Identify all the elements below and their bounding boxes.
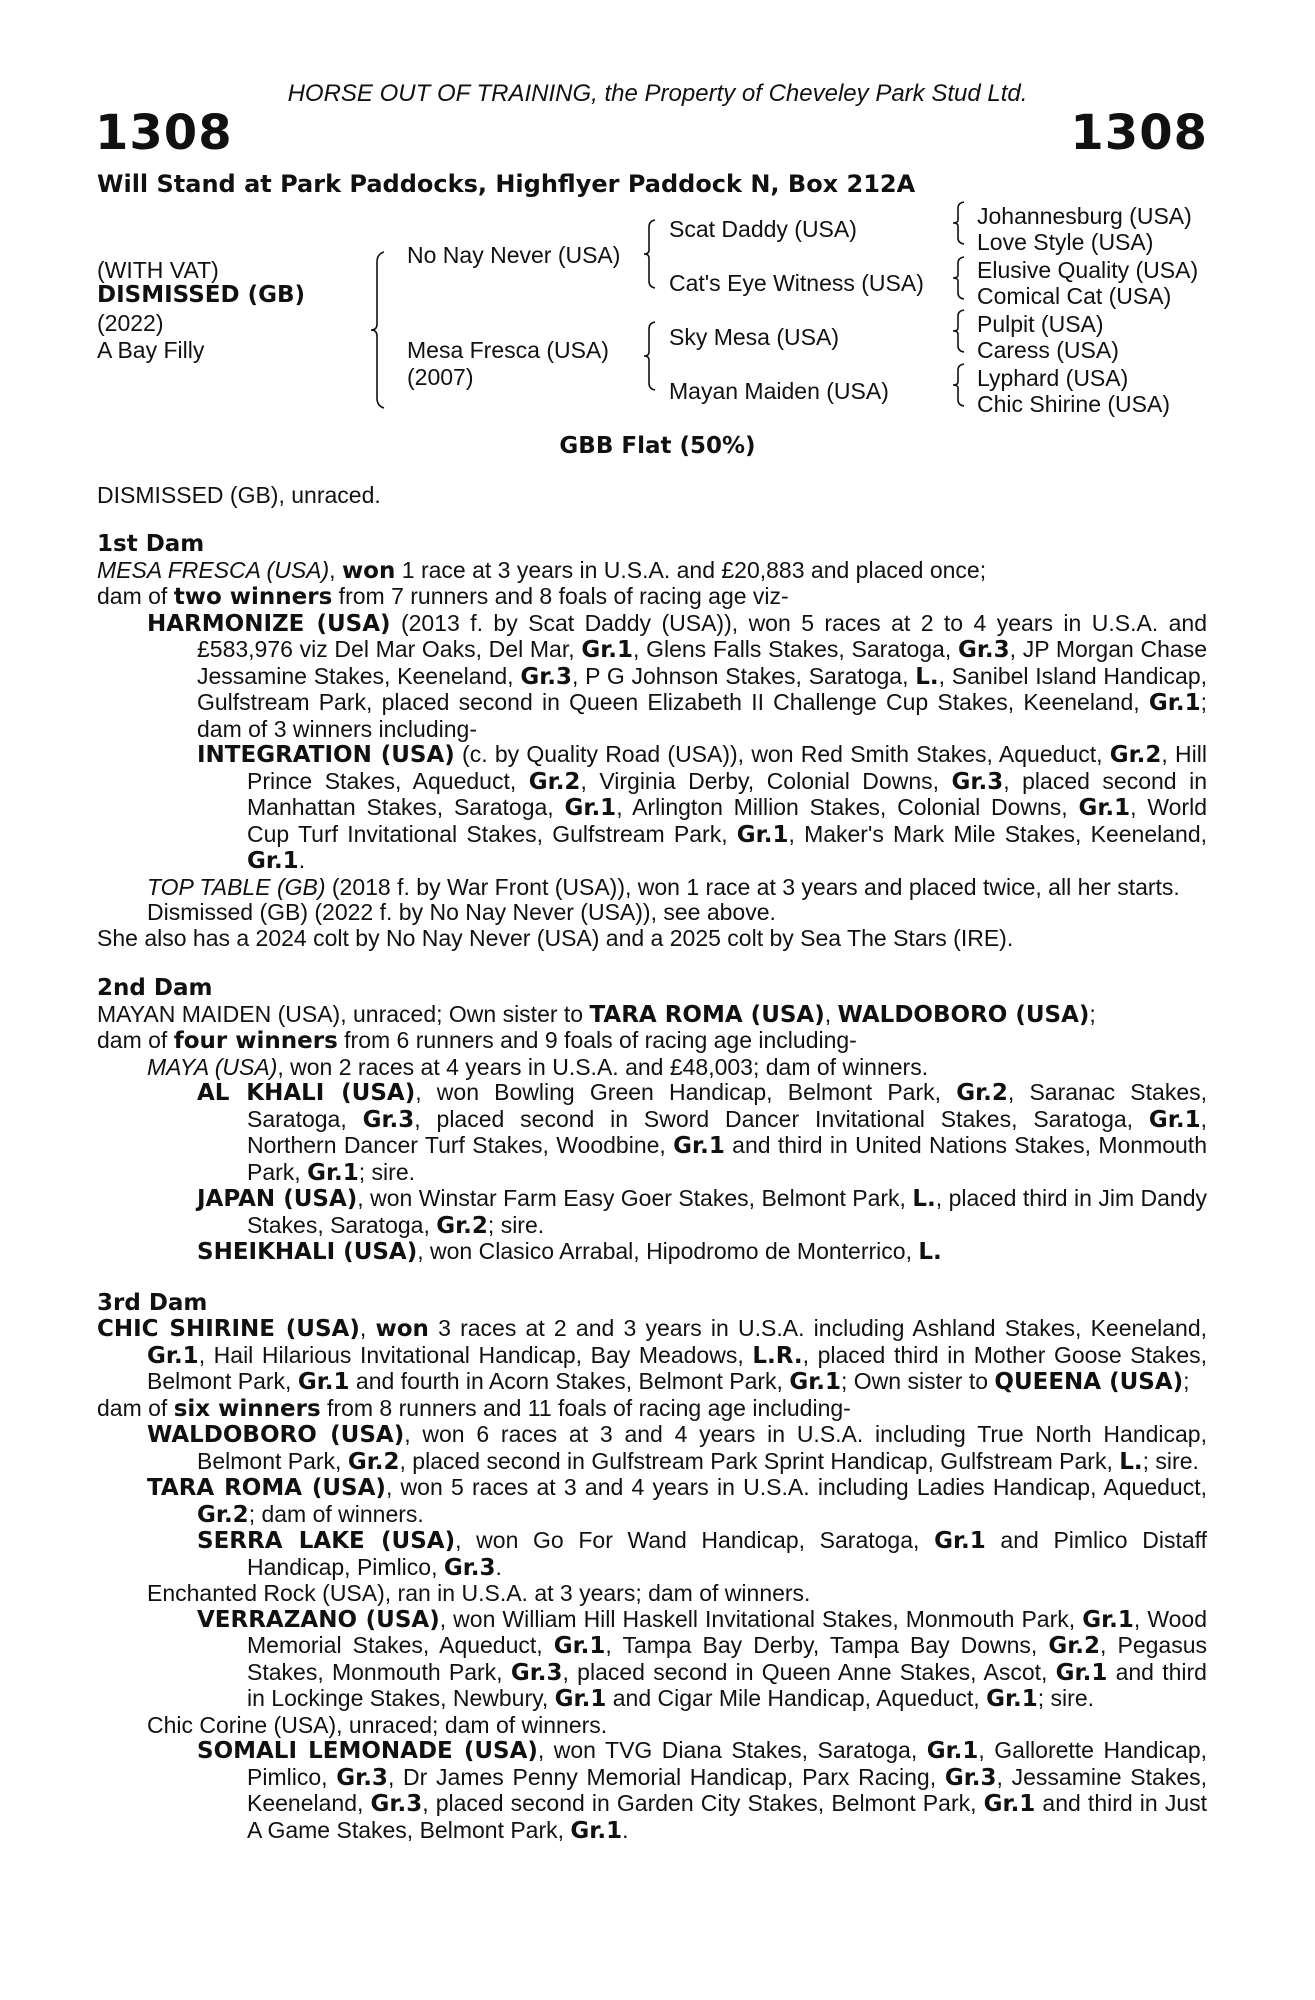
- text-run: (2013 f. by Scat Daddy (USA)), won 5 races at 2 to 4 years in U.S.A. and £583,976 viz Del Mar Oaks, Del Mar,: [197, 609, 1207, 662]
- text-run: four winners: [173, 1028, 338, 1054]
- text-run: , placed second in Queen Anne Stakes, Ascot,: [562, 1658, 1056, 1685]
- first-dam-line: [97, 558, 1207, 585]
- grade: Gr.1: [789, 1369, 842, 1395]
- grade: L.: [912, 1186, 936, 1212]
- grade: Gr.2: [956, 1080, 1008, 1106]
- grade: Gr.1: [564, 795, 617, 821]
- grade: Gr.3: [951, 768, 1004, 795]
- text-run: , won William Hill Haskell Invitational Stakes, Monmouth Park,: [439, 1605, 1083, 1632]
- text-run: , Jessamine Stakes, Keeneland,: [247, 1763, 1208, 1816]
- pedigree-dss: Pulpit (USA): [977, 311, 1104, 337]
- horse-ref: JAPAN (USA): [197, 1186, 358, 1212]
- text-run: , won Clasico Arrabal, Hipodromo de Monterrico,: [417, 1238, 919, 1264]
- produce-enchanted-rock: Enchanted Rock (USA), ran in U.S.A. at 3 years; dam of winners.: [147, 1580, 811, 1606]
- first-dam-heading: 1st Dam: [97, 531, 205, 557]
- horse-year: (2022): [97, 310, 164, 336]
- grade: Gr.1: [554, 1686, 607, 1712]
- horse-ref: VERRAZANO (USA): [197, 1606, 440, 1633]
- horse-ref: SERRA LAKE (USA): [197, 1528, 456, 1554]
- pedigree-bracket-dd: [952, 362, 966, 408]
- grade: Gr.1: [1055, 1659, 1108, 1686]
- text-run: .: [298, 847, 306, 873]
- summary-line: DISMISSED (GB), unraced.: [97, 482, 381, 508]
- text-run: and fourth in Acorn Stakes, Belmont Park,: [349, 1368, 790, 1394]
- grade: Gr.1: [673, 1133, 725, 1159]
- text-run: ;: [1183, 1368, 1190, 1394]
- grade: L.R.: [752, 1342, 803, 1369]
- horse-ref: SOMALI LEMONADE (USA): [197, 1738, 538, 1764]
- grade: Gr.1: [307, 1159, 359, 1186]
- text-run: ,: [359, 1315, 376, 1341]
- text-run: from 8 runners and 11 foals of racing age including-: [320, 1394, 851, 1421]
- text-run: , Tampa Bay Derby, Tampa Bay Downs,: [605, 1632, 1049, 1658]
- text-run: , Saranac Stakes, Saratoga,: [247, 1079, 1208, 1132]
- horse-ref: SHEIKHALI (USA): [197, 1239, 418, 1265]
- pedigree-dam: Mesa Fresca (USA): [407, 337, 609, 363]
- pedigree-bracket-ss: [952, 200, 966, 246]
- grade: Gr.1: [247, 848, 299, 874]
- grade: Gr.1: [1082, 1606, 1134, 1633]
- produce-tara-roma: [97, 1475, 1207, 1528]
- horse-ref: QUEENA (USA): [994, 1369, 1184, 1395]
- text-run: two winners: [173, 584, 333, 610]
- grade: Gr.3: [443, 1554, 496, 1581]
- produce-integration: [97, 742, 1207, 875]
- text-run: ; Own sister to: [841, 1368, 995, 1394]
- horse-description: A Bay Filly: [97, 337, 205, 363]
- pedigree-sss: Johannesburg (USA): [977, 203, 1192, 229]
- pedigree-sdd: Comical Cat (USA): [977, 283, 1172, 309]
- second-dam-line: [97, 1002, 1207, 1029]
- text-run: ; sire.: [358, 1158, 415, 1185]
- second-dam-produce-line: [97, 1028, 1207, 1055]
- text-run: , Gallorette Handicap, Pimlico,: [247, 1737, 1208, 1790]
- text-run: and third in Lockinge Stakes, Newbury,: [247, 1658, 1207, 1711]
- grade: Gr.3: [362, 1106, 415, 1133]
- dam-name: MESA FRESCA (USA): [97, 556, 330, 583]
- text-run: , won 6 races at 3 and 4 years in U.S.A. including True North Handicap, Belmont Park,: [197, 1421, 1207, 1474]
- text-run: from 6 runners and 9 foals of racing age including-: [337, 1027, 857, 1053]
- third-dam-produce-line: [97, 1396, 1207, 1423]
- catalogue-body: [97, 532, 1207, 1844]
- text-run: , Glens Falls Stakes, Saratoga,: [633, 636, 958, 662]
- text-run: , Virginia Derby, Colonial Downs,: [580, 767, 952, 794]
- grade: Gr.2: [1109, 742, 1162, 768]
- text-run: .: [495, 1553, 502, 1580]
- text-run: dam of: [97, 1027, 174, 1053]
- text-run: , won Winstar Farm Easy Goer Stakes, Belmont Park,: [357, 1185, 913, 1211]
- horse-ref: WALDOBORO (USA): [147, 1422, 405, 1448]
- text-run: .: [622, 1816, 629, 1843]
- produce-also: She also has a 2024 colt by No Nay Never (USA) and a 2025 colt by Sea The Stars (IRE).: [97, 924, 1014, 951]
- grade: Gr.1: [736, 821, 789, 848]
- pedigree-dds: Lyphard (USA): [977, 365, 1129, 391]
- grade: Gr.3: [520, 663, 573, 690]
- third-dam-heading: 3rd Dam: [97, 1289, 208, 1316]
- produce-serra-lake: [97, 1528, 1207, 1581]
- horse-ref: WALDOBORO (USA): [837, 1001, 1090, 1028]
- produce-sheikhali: [97, 1239, 1207, 1266]
- text-run: dam of: [97, 1394, 174, 1421]
- grade: Gr.1: [570, 1817, 623, 1844]
- text-run: , Dr James Penny Memorial Handicap, Parx Racing,: [387, 1763, 945, 1790]
- pedigree-bracket-main: [370, 250, 386, 410]
- grade: Gr.1: [934, 1528, 986, 1554]
- grade: Gr.1: [147, 1342, 199, 1369]
- pedigree-sire-sire: Scat Daddy (USA): [669, 216, 857, 242]
- horse-ref: AL KHALI (USA): [197, 1080, 416, 1106]
- pedigree-dam-dam: Mayan Maiden (USA): [669, 378, 889, 404]
- pedigree-dsd: Caress (USA): [977, 337, 1119, 363]
- text-run: , Arlington Million Stakes, Colonial Downs,: [616, 794, 1079, 820]
- horse-ref: MAYA (USA): [147, 1053, 278, 1080]
- first-dam-produce-line: [97, 584, 1207, 611]
- text-run: , Northern Dancer Turf Stakes, Woodbine,: [247, 1105, 1207, 1158]
- horse-ref: CHIC SHIRINE (USA): [97, 1316, 360, 1342]
- text-run: , placed third in Jim Dandy Stakes, Saratoga,: [247, 1185, 1208, 1238]
- grade: Gr.2: [347, 1448, 400, 1475]
- grade: Gr.1: [1078, 795, 1131, 821]
- text-run: dam of: [97, 583, 174, 609]
- text-run: and third in United Nations Stakes, Monmouth Park,: [247, 1132, 1207, 1185]
- grade: Gr.1: [983, 1791, 1036, 1817]
- text-run: won: [341, 557, 396, 584]
- text-run: ,: [824, 1000, 838, 1027]
- grade: Gr.1: [1148, 1106, 1201, 1133]
- scheme-label: GBB Flat (50%): [559, 433, 756, 459]
- text-run: , won Bowling Green Handicap, Belmont Park,: [415, 1079, 957, 1105]
- pedigree-dam-year: (2007): [407, 364, 474, 390]
- grade: Gr.1: [986, 1686, 1038, 1712]
- grade: Gr.2: [1048, 1633, 1101, 1659]
- text-run: , Sanibel Island Handicap, Gulfstream Park, placed second in Queen Elizabeth II Challenge Cup Stakes, Keeneland,: [197, 662, 1207, 715]
- text-run: , P G Johnson Stakes, Saratoga,: [572, 662, 916, 689]
- text-run: , placed second in Garden City Stakes, Belmont Park,: [422, 1790, 984, 1816]
- grade: Gr.3: [944, 1764, 997, 1791]
- grade: Gr.1: [297, 1369, 350, 1395]
- horse-name: DISMISSED (GB): [97, 282, 305, 308]
- text-run: , Pegasus Stakes, Monmouth Park,: [247, 1632, 1207, 1685]
- page-title: HORSE OUT OF TRAINING, the Property of Cheveley Park Stud Ltd.: [287, 80, 1028, 107]
- grade: L.: [918, 1239, 942, 1265]
- produce-chic-corine: Chic Corine (USA), unraced; dam of winners.: [147, 1711, 608, 1738]
- grade: Gr.2: [528, 768, 581, 795]
- text-run: (c. by Quality Road (USA)), won Red Smith Stakes, Aqueduct,: [454, 741, 1110, 767]
- vat-label: (WITH VAT): [97, 257, 219, 283]
- text-run: , won Go For Wand Handicap, Saratoga,: [455, 1527, 935, 1553]
- produce-japan: [97, 1186, 1207, 1239]
- stand-location: Will Stand at Park Paddocks, Highflyer Paddock N, Box 212A: [97, 170, 916, 198]
- text-run: , placed third in Mother Goose Stakes, Belmont Park,: [147, 1341, 1208, 1394]
- text-run: , World Cup Turf Invitational Stakes, Gulfstream Park,: [247, 794, 1207, 847]
- text-run: 1 race at 3 years in U.S.A. and £20,883 and placed once;: [395, 556, 987, 583]
- horse-ref: HARMONIZE (USA): [147, 610, 391, 637]
- grade: Gr.2: [436, 1212, 488, 1239]
- horse-ref: INTEGRATION (USA): [197, 742, 455, 768]
- text-run: , won 5 races at 3 and 4 years in U.S.A. including Ladies Handicap, Aqueduct,: [385, 1474, 1207, 1500]
- text-run: six winners: [173, 1395, 321, 1422]
- text-run: , placed second in Sword Dancer Invitational Stakes, Saratoga,: [414, 1105, 1149, 1132]
- text-run: , placed second in Gulfstream Park Sprint Handicap, Gulfstream Park,: [399, 1447, 1120, 1474]
- grade: Gr.3: [510, 1659, 563, 1686]
- third-dam-line: [97, 1316, 1207, 1396]
- text-run: (2018 f. by War Front (USA)), won 1 race at 3 years and placed twice, all her starts.: [325, 873, 1180, 900]
- horse-ref: TARA ROMA (USA): [589, 1001, 825, 1028]
- text-run: ;: [1089, 1000, 1096, 1027]
- text-run: , Maker's Mark Mile Stakes, Keeneland,: [788, 820, 1207, 847]
- text-run: , placed second in Manhattan Stakes, Saratoga,: [247, 767, 1207, 820]
- pedigree-sire: No Nay Never (USA): [407, 242, 621, 268]
- lot-number-right: 1308: [1070, 105, 1208, 161]
- produce-dismissed: Dismissed (GB) (2022 f. by No Nay Never (USA)), see above.: [147, 899, 776, 925]
- text-run: ; sire.: [1037, 1685, 1095, 1711]
- grade: Gr.2: [197, 1501, 249, 1528]
- text-run: and Cigar Mile Handicap, Aqueduct,: [606, 1685, 987, 1711]
- text-run: 3 races at 2 and 3 years in U.S.A. including Ashland Stakes, Keeneland,: [428, 1315, 1208, 1341]
- produce-verrazano: [97, 1607, 1207, 1713]
- pedigree-bracket-sd: [952, 255, 966, 301]
- text-run: , won TVG Diana Stakes, Saratoga,: [537, 1737, 927, 1763]
- pedigree-bracket-ds: [952, 308, 966, 354]
- produce-somali-lemonade: [97, 1738, 1207, 1844]
- grade: Gr.1: [553, 1633, 606, 1659]
- text-run: , Hill Prince Stakes, Aqueduct,: [247, 741, 1207, 794]
- grade: L.: [915, 663, 939, 690]
- grade: Gr.3: [957, 637, 1010, 663]
- text-run: ; sire.: [1142, 1447, 1199, 1474]
- text-run: ; sire.: [487, 1211, 545, 1238]
- text-run: , JP Morgan Chase Jessamine Stakes, Keeneland,: [197, 636, 1207, 689]
- text-run: , Hail Hilarious Invitational Handicap, Bay Meadows,: [198, 1341, 753, 1368]
- text-run: ; dam of winners.: [248, 1500, 424, 1527]
- pedigree-sire-dam: Cat's Eye Witness (USA): [669, 270, 924, 296]
- text-run: MAYAN MAIDEN (USA), unraced; Own sister to: [97, 1000, 590, 1027]
- text-run: ; dam of 3 winners including-: [197, 689, 1207, 742]
- text-run: from 7 runners and 8 foals of racing age viz-: [332, 583, 789, 609]
- text-run: won: [375, 1316, 429, 1342]
- pedigree-sds: Elusive Quality (USA): [977, 257, 1199, 283]
- grade: Gr.1: [926, 1738, 979, 1764]
- pedigree-bracket-sire: [643, 218, 657, 290]
- grade: Gr.1: [1148, 690, 1201, 716]
- grade: L.: [1119, 1448, 1143, 1475]
- text-run: and third in Just A Game Stakes, Belmont Park,: [247, 1790, 1207, 1843]
- text-run: and Pimlico Distaff Handicap, Pimlico,: [247, 1527, 1207, 1580]
- produce-top-table: [97, 875, 1207, 901]
- pedigree-dam-sire: Sky Mesa (USA): [669, 324, 839, 350]
- produce-waldoboro: [97, 1422, 1207, 1475]
- produce-harmonize: [97, 611, 1207, 743]
- text-run: , won 2 races at 4 years in U.S.A. and £48,003; dam of winners.: [277, 1053, 929, 1080]
- second-dam-heading: 2nd Dam: [97, 975, 213, 1001]
- grade: Gr.3: [336, 1764, 388, 1791]
- text-run: ,: [329, 556, 342, 583]
- produce-al-khali: [97, 1080, 1207, 1186]
- text-run: , Wood Memorial Stakes, Aqueduct,: [247, 1605, 1207, 1658]
- horse-ref: TARA ROMA (USA): [147, 1475, 386, 1501]
- pedigree-bracket-dam: [643, 320, 657, 392]
- lot-number-left: 1308: [95, 105, 233, 161]
- pedigree-ssd: Love Style (USA): [977, 229, 1154, 255]
- horse-ref: TOP TABLE (GB): [147, 873, 326, 900]
- grade: Gr.3: [370, 1791, 423, 1817]
- grade: Gr.1: [581, 637, 633, 663]
- produce-maya: [97, 1055, 1207, 1081]
- pedigree-ddd: Chic Shirine (USA): [977, 391, 1170, 417]
